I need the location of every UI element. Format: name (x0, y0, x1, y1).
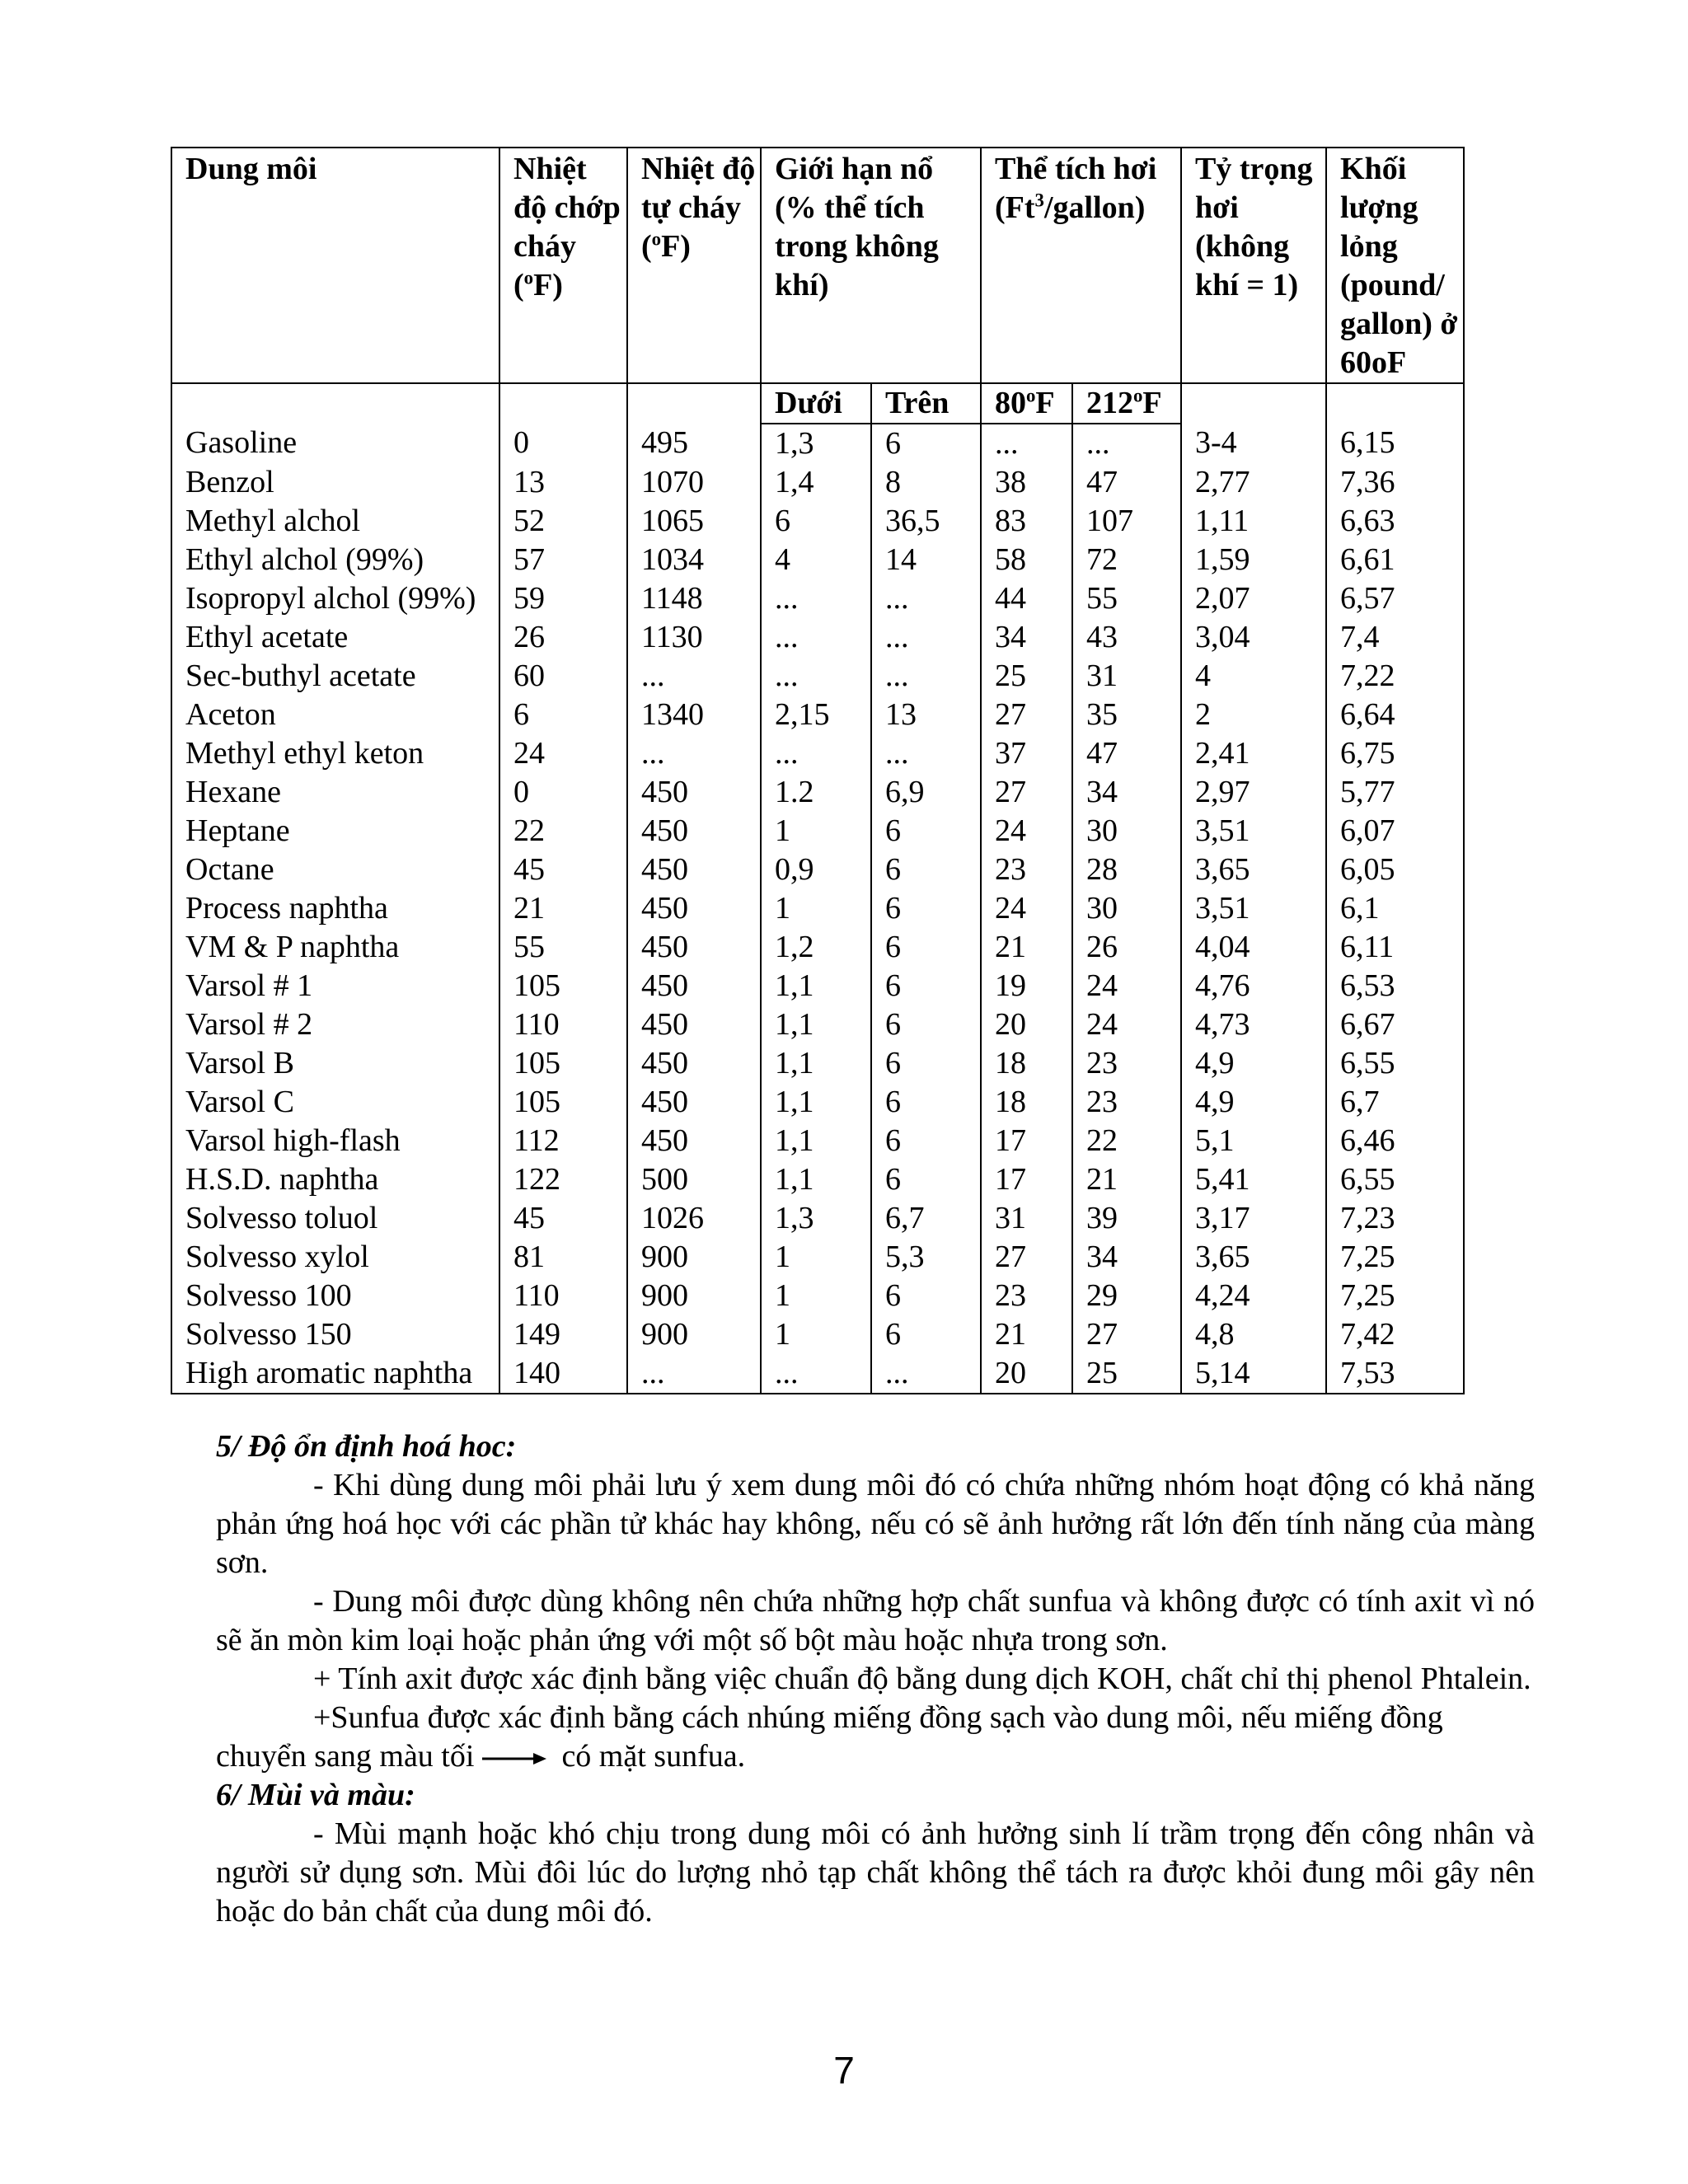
table-row (171, 1083, 1464, 1122)
cell-explosive-upper: 8 (871, 463, 981, 502)
cell-vapor-density: 1,11 (1181, 502, 1326, 541)
cell-vapor-80f: 17 (981, 1122, 1072, 1160)
cell-flash-point: 112 (499, 1122, 627, 1160)
section-5-paragraph-1: - Khi dùng dung môi phải lưu ý xem dung môi đó có chứa những nhóm hoạt động có khả năng phản ứng hoá học với các phần tử khác hay không, nếu có sẽ ảnh hưởng rất lớn đến tính năng của màng sơn. (216, 1468, 1535, 1580)
header-flash-point: Nhiệt độ chớp cháy ($^o$F) (499, 148, 627, 383)
cell-liquid-weight: 7,36 (1326, 463, 1464, 502)
header-explosive-limit: Giới hạn nổ (% thể tích trong không khí) (761, 148, 981, 383)
cell-solvent: Ethyl acetate (171, 618, 499, 657)
cell-flash-point: 60 (499, 657, 627, 696)
cell-autoignition: 450 (627, 812, 761, 851)
cell-flash-point: 0 (499, 773, 627, 812)
cell-explosive-lower: ... (761, 618, 871, 657)
cell-flash-point: 55 (499, 928, 627, 967)
cell-explosive-lower: 2,15 (761, 696, 871, 734)
cell-autoignition: 900 (627, 1315, 761, 1354)
subheader-80f: 80$^o$F (981, 383, 1072, 424)
cell-vapor-212f: 25 (1072, 1354, 1181, 1394)
table-row (171, 773, 1464, 812)
cell-liquid-weight: 6,75 (1326, 734, 1464, 773)
cell-explosive-lower: 1,4 (761, 463, 871, 502)
cell-vapor-80f: 27 (981, 773, 1072, 812)
section-5 (216, 1427, 1535, 1931)
cell-explosive-upper: 5,3 (871, 1238, 981, 1277)
table-row (171, 424, 1464, 463)
table-row (171, 618, 1464, 657)
cell-vapor-212f: 34 (1072, 1238, 1181, 1277)
table-subheader-row (171, 383, 1464, 424)
section-5-paragraph-4: +Sunfua được xác định bằng cách nhúng miếng đồng sạch vào dung môi, nếu miếng đồng chuyển sang màu tối có mặt sunfua. (216, 1700, 1443, 1774)
table-row (171, 463, 1464, 502)
cell-autoignition: 500 (627, 1160, 761, 1199)
cell-vapor-80f: 19 (981, 967, 1072, 1005)
cell-explosive-upper: 6 (871, 424, 981, 463)
cell-liquid-weight: 6,1 (1326, 889, 1464, 928)
cell-flash-point: 52 (499, 502, 627, 541)
cell-explosive-lower: 1,1 (761, 1122, 871, 1160)
cell-solvent: Ethyl alchol (99%) (171, 541, 499, 579)
cell-flash-point: 110 (499, 1277, 627, 1315)
cell-vapor-80f: 24 (981, 812, 1072, 851)
cell-vapor-density: 2 (1181, 696, 1326, 734)
cell-vapor-density: 3,17 (1181, 1199, 1326, 1238)
cell-vapor-212f: 30 (1072, 812, 1181, 851)
cell-solvent: Methyl alchol (171, 502, 499, 541)
cell-solvent: Isopropyl alchol (99%) (171, 579, 499, 618)
cell-vapor-80f: 17 (981, 1160, 1072, 1199)
cell-explosive-upper: ... (871, 618, 981, 657)
cell-vapor-212f: 31 (1072, 657, 1181, 696)
cell-explosive-lower: 1,1 (761, 1005, 871, 1044)
cell-vapor-212f: 43 (1072, 618, 1181, 657)
table-row (171, 1199, 1464, 1238)
cell-liquid-weight: 7,42 (1326, 1315, 1464, 1354)
cell-autoignition: 1070 (627, 463, 761, 502)
cell-liquid-weight: 6,55 (1326, 1160, 1464, 1199)
cell-solvent: VM & P naphtha (171, 928, 499, 967)
cell-solvent: Aceton (171, 696, 499, 734)
cell-vapor-212f: 55 (1072, 579, 1181, 618)
cell-flash-point: 122 (499, 1160, 627, 1199)
cell-explosive-lower: 4 (761, 541, 871, 579)
cell-flash-point: 57 (499, 541, 627, 579)
cell-explosive-upper: ... (871, 579, 981, 618)
page-number: 7 (833, 2049, 855, 2092)
cell-vapor-212f: 21 (1072, 1160, 1181, 1199)
cell-explosive-upper: 6 (871, 1315, 981, 1354)
cell-vapor-80f: ... (981, 424, 1072, 463)
cell-flash-point: 110 (499, 1005, 627, 1044)
cell-solvent: Varsol # 1 (171, 967, 499, 1005)
cell-vapor-80f: 83 (981, 502, 1072, 541)
cell-vapor-80f: 31 (981, 1199, 1072, 1238)
cell-vapor-212f: 35 (1072, 696, 1181, 734)
cell-liquid-weight: 7,4 (1326, 618, 1464, 657)
section-5-paragraph-3: + Tính axit được xác định bằng việc chuẩn độ bằng dung dịch KOH, chất chỉ thị phenol Phtalein. (313, 1661, 1531, 1696)
table-row (171, 502, 1464, 541)
cell-autoignition: 450 (627, 1122, 761, 1160)
cell-explosive-lower: 1 (761, 1238, 871, 1277)
cell-liquid-weight: 6,55 (1326, 1044, 1464, 1083)
cell-autoignition: 450 (627, 1005, 761, 1044)
cell-flash-point: 81 (499, 1238, 627, 1277)
cell-autoignition: 1340 (627, 696, 761, 734)
cell-vapor-80f: 37 (981, 734, 1072, 773)
cell-solvent: Heptane (171, 812, 499, 851)
cell-explosive-lower: 1 (761, 1277, 871, 1315)
cell-explosive-lower: 1,3 (761, 1199, 871, 1238)
cell-liquid-weight: 6,64 (1326, 696, 1464, 734)
header-liquid-weight: Khối lượng lỏng (pound/ gallon) ở 60oF (1326, 148, 1464, 383)
cell-solvent: Varsol # 2 (171, 1005, 499, 1044)
cell-explosive-lower: 1,1 (761, 1160, 871, 1199)
cell-flash-point: 105 (499, 1044, 627, 1083)
cell-vapor-density: 4,73 (1181, 1005, 1326, 1044)
cell-autoignition: 900 (627, 1238, 761, 1277)
cell-solvent: Varsol C (171, 1083, 499, 1122)
cell-vapor-80f: 23 (981, 851, 1072, 889)
cell-explosive-lower: 0,9 (761, 851, 871, 889)
table-row (171, 1160, 1464, 1199)
cell-vapor-density: 4,9 (1181, 1083, 1326, 1122)
cell-liquid-weight: 6,07 (1326, 812, 1464, 851)
cell-explosive-lower: 1 (761, 1315, 871, 1354)
cell-liquid-weight: 6,67 (1326, 1005, 1464, 1044)
table-row (171, 1044, 1464, 1083)
cell-liquid-weight: 6,53 (1326, 967, 1464, 1005)
section-6-heading: 6/ Mùi và màu: (216, 1778, 415, 1812)
cell-flash-point: 140 (499, 1354, 627, 1394)
cell-explosive-upper: 6 (871, 851, 981, 889)
cell-vapor-80f: 23 (981, 1277, 1072, 1315)
section-5-heading: 5/ Độ ổn định hoá hoc: (216, 1429, 517, 1464)
cell-vapor-212f: 23 (1072, 1083, 1181, 1122)
cell-flash-point: 0 (499, 424, 627, 463)
cell-vapor-density: 3,04 (1181, 618, 1326, 657)
cell-autoignition: 1034 (627, 541, 761, 579)
cell-explosive-upper: ... (871, 1354, 981, 1394)
cell-vapor-80f: 20 (981, 1005, 1072, 1044)
cell-explosive-upper: 6 (871, 967, 981, 1005)
cell-vapor-212f: 47 (1072, 734, 1181, 773)
cell-vapor-80f: 27 (981, 1238, 1072, 1277)
cell-liquid-weight: 6,46 (1326, 1122, 1464, 1160)
cell-vapor-density: 2,77 (1181, 463, 1326, 502)
section-6-paragraph-1: - Mùi mạnh hoặc khó chịu trong dung môi có ảnh hưởng sinh lí trầm trọng đến công nhân và người sử dụng sơn. Mùi đôi lúc do lượng nhỏ tạp chất không thể tách ra được khỏi đung môi gây nên hoặc do bản chất của dung môi đó. (216, 1816, 1535, 1929)
cell-explosive-lower: 1,1 (761, 967, 871, 1005)
cell-liquid-weight: 7,23 (1326, 1199, 1464, 1238)
header-solvent: Dung môi (171, 148, 499, 383)
cell-vapor-80f: 25 (981, 657, 1072, 696)
header-autoignition: Nhiệt độ tự cháy ($^o$F) (627, 148, 761, 383)
table-row (171, 1122, 1464, 1160)
cell-vapor-density: 5,1 (1181, 1122, 1326, 1160)
cell-liquid-weight: 6,57 (1326, 579, 1464, 618)
cell-vapor-212f: 29 (1072, 1277, 1181, 1315)
cell-vapor-density: 4,8 (1181, 1315, 1326, 1354)
cell-vapor-80f: 20 (981, 1354, 1072, 1394)
cell-vapor-212f: 24 (1072, 1005, 1181, 1044)
cell-solvent: High aromatic naphtha (171, 1354, 499, 1394)
cell-vapor-212f: 107 (1072, 502, 1181, 541)
cell-explosive-upper: ... (871, 734, 981, 773)
cell-vapor-80f: 58 (981, 541, 1072, 579)
cell-vapor-80f: 44 (981, 579, 1072, 618)
cell-vapor-212f: 47 (1072, 463, 1181, 502)
cell-autoignition: 450 (627, 773, 761, 812)
cell-autoignition: ... (627, 657, 761, 696)
cell-vapor-212f: 24 (1072, 967, 1181, 1005)
cell-explosive-upper: 6 (871, 889, 981, 928)
table-header-row (171, 148, 1464, 383)
cell-vapor-212f: 72 (1072, 541, 1181, 579)
cell-vapor-density: 3,51 (1181, 889, 1326, 928)
table-row (171, 851, 1464, 889)
cell-vapor-density: 4 (1181, 657, 1326, 696)
cell-vapor-80f: 21 (981, 928, 1072, 967)
table-row (171, 889, 1464, 928)
cell-explosive-upper: 6 (871, 1160, 981, 1199)
cell-vapor-density: 2,41 (1181, 734, 1326, 773)
table-row (171, 579, 1464, 618)
cell-autoignition: 1026 (627, 1199, 761, 1238)
cell-liquid-weight: 7,53 (1326, 1354, 1464, 1394)
subheader-lower: Dưới (761, 383, 871, 424)
cell-solvent: Solvesso xylol (171, 1238, 499, 1277)
table-row (171, 696, 1464, 734)
cell-solvent: Varsol high-flash (171, 1122, 499, 1160)
cell-flash-point: 22 (499, 812, 627, 851)
table-row (171, 967, 1464, 1005)
cell-flash-point: 59 (499, 579, 627, 618)
cell-explosive-upper: 6 (871, 1083, 981, 1122)
cell-flash-point: 21 (499, 889, 627, 928)
cell-vapor-density: 2,97 (1181, 773, 1326, 812)
header-vapor-density: Tỷ trọng hơi (không khí = 1) (1181, 148, 1326, 383)
section-5-paragraph-2: - Dung môi được dùng không nên chứa những hợp chất sunfua và không được có tính axit vì nó sẽ ăn mòn kim loại hoặc phản ứng với một số bột màu hoặc nhựa trong sơn. (216, 1584, 1535, 1657)
cell-autoignition: ... (627, 734, 761, 773)
cell-vapor-212f: 30 (1072, 889, 1181, 928)
cell-vapor-density: 4,04 (1181, 928, 1326, 967)
cell-autoignition: 495 (627, 424, 761, 463)
cell-flash-point: 24 (499, 734, 627, 773)
cell-autoignition: 450 (627, 1083, 761, 1122)
subheader-212f: 212$^o$F (1072, 383, 1181, 424)
cell-explosive-upper: 6 (871, 1044, 981, 1083)
cell-flash-point: 6 (499, 696, 627, 734)
cell-explosive-lower: 1,2 (761, 928, 871, 967)
cell-solvent: Varsol B (171, 1044, 499, 1083)
cell-liquid-weight: 5,77 (1326, 773, 1464, 812)
cell-liquid-weight: 6,61 (1326, 541, 1464, 579)
cell-vapor-density: 3,65 (1181, 851, 1326, 889)
cell-explosive-lower: ... (761, 657, 871, 696)
table-row (171, 1277, 1464, 1315)
cell-flash-point: 26 (499, 618, 627, 657)
cell-autoignition: 900 (627, 1277, 761, 1315)
cell-liquid-weight: 6,11 (1326, 928, 1464, 967)
cell-explosive-lower: ... (761, 734, 871, 773)
cell-explosive-upper: 36,5 (871, 502, 981, 541)
cell-autoignition: 450 (627, 967, 761, 1005)
cell-vapor-80f: 18 (981, 1044, 1072, 1083)
cell-autoignition: 450 (627, 928, 761, 967)
cell-explosive-lower: 6 (761, 502, 871, 541)
cell-autoignition: 450 (627, 889, 761, 928)
cell-solvent: Solvesso 100 (171, 1277, 499, 1315)
cell-flash-point: 149 (499, 1315, 627, 1354)
cell-vapor-density: 3-4 (1181, 424, 1326, 463)
cell-explosive-lower: ... (761, 1354, 871, 1394)
table-row (171, 734, 1464, 773)
arrow-right-icon (482, 1750, 546, 1767)
cell-flash-point: 105 (499, 967, 627, 1005)
cell-liquid-weight: 6,63 (1326, 502, 1464, 541)
cell-vapor-212f: 39 (1072, 1199, 1181, 1238)
cell-autoignition: ... (627, 1354, 761, 1394)
cell-liquid-weight: 6,15 (1326, 424, 1464, 463)
cell-vapor-212f: 28 (1072, 851, 1181, 889)
cell-solvent: Solvesso toluol (171, 1199, 499, 1238)
cell-solvent: Process naphtha (171, 889, 499, 928)
cell-vapor-212f: 23 (1072, 1044, 1181, 1083)
cell-explosive-upper: ... (871, 657, 981, 696)
cell-vapor-80f: 27 (981, 696, 1072, 734)
cell-vapor-density: 5,41 (1181, 1160, 1326, 1199)
cell-vapor-212f: 26 (1072, 928, 1181, 967)
cell-vapor-density: 4,24 (1181, 1277, 1326, 1315)
cell-vapor-density: 4,9 (1181, 1044, 1326, 1083)
cell-autoignition: 450 (627, 1044, 761, 1083)
cell-vapor-density: 5,14 (1181, 1354, 1326, 1394)
cell-explosive-lower: 1,3 (761, 424, 871, 463)
table-row (171, 928, 1464, 967)
cell-solvent: Gasoline (171, 424, 499, 463)
cell-vapor-212f: ... (1072, 424, 1181, 463)
cell-explosive-lower: 1,1 (761, 1083, 871, 1122)
table-row (171, 1315, 1464, 1354)
cell-vapor-density: 2,07 (1181, 579, 1326, 618)
cell-explosive-upper: 6 (871, 1277, 981, 1315)
cell-vapor-80f: 18 (981, 1083, 1072, 1122)
cell-vapor-212f: 22 (1072, 1122, 1181, 1160)
cell-liquid-weight: 7,25 (1326, 1238, 1464, 1277)
subheader-upper: Trên (871, 383, 981, 424)
cell-liquid-weight: 7,25 (1326, 1277, 1464, 1315)
cell-flash-point: 105 (499, 1083, 627, 1122)
cell-vapor-density: 3,51 (1181, 812, 1326, 851)
header-vapor-volume: Thể tích hơi (Ft$^3$/gallon) (981, 148, 1181, 383)
cell-vapor-80f: 38 (981, 463, 1072, 502)
cell-explosive-upper: 6,9 (871, 773, 981, 812)
cell-solvent: Methyl ethyl keton (171, 734, 499, 773)
cell-vapor-density: 4,76 (1181, 967, 1326, 1005)
cell-explosive-lower: ... (761, 579, 871, 618)
cell-solvent: Hexane (171, 773, 499, 812)
table-row (171, 1005, 1464, 1044)
cell-flash-point: 45 (499, 1199, 627, 1238)
cell-liquid-weight: 6,7 (1326, 1083, 1464, 1122)
cell-explosive-lower: 1.2 (761, 773, 871, 812)
cell-explosive-upper: 6 (871, 1122, 981, 1160)
cell-explosive-lower: 1 (761, 889, 871, 928)
cell-solvent: H.S.D. naphtha (171, 1160, 499, 1199)
cell-solvent: Octane (171, 851, 499, 889)
table-row (171, 657, 1464, 696)
cell-vapor-80f: 24 (981, 889, 1072, 928)
cell-autoignition: 1148 (627, 579, 761, 618)
cell-autoignition: 450 (627, 851, 761, 889)
cell-explosive-upper: 6,7 (871, 1199, 981, 1238)
cell-vapor-density: 3,65 (1181, 1238, 1326, 1277)
cell-liquid-weight: 6,05 (1326, 851, 1464, 889)
table-row (171, 1238, 1464, 1277)
cell-autoignition: 1130 (627, 618, 761, 657)
cell-explosive-lower: 1 (761, 812, 871, 851)
cell-flash-point: 13 (499, 463, 627, 502)
cell-vapor-density: 1,59 (1181, 541, 1326, 579)
cell-liquid-weight: 7,22 (1326, 657, 1464, 696)
cell-explosive-upper: 14 (871, 541, 981, 579)
cell-explosive-upper: 6 (871, 1005, 981, 1044)
cell-vapor-80f: 34 (981, 618, 1072, 657)
cell-autoignition: 1065 (627, 502, 761, 541)
cell-vapor-80f: 21 (981, 1315, 1072, 1354)
cell-explosive-lower: 1,1 (761, 1044, 871, 1083)
cell-explosive-upper: 6 (871, 928, 981, 967)
solvent-properties-table (171, 147, 1465, 1394)
cell-vapor-212f: 34 (1072, 773, 1181, 812)
cell-solvent: Sec-buthyl acetate (171, 657, 499, 696)
table-row (171, 1354, 1464, 1394)
cell-flash-point: 45 (499, 851, 627, 889)
cell-vapor-212f: 27 (1072, 1315, 1181, 1354)
table-row (171, 541, 1464, 579)
table-row (171, 812, 1464, 851)
cell-explosive-upper: 6 (871, 812, 981, 851)
cell-solvent: Solvesso 150 (171, 1315, 499, 1354)
cell-explosive-upper: 13 (871, 696, 981, 734)
cell-solvent: Benzol (171, 463, 499, 502)
